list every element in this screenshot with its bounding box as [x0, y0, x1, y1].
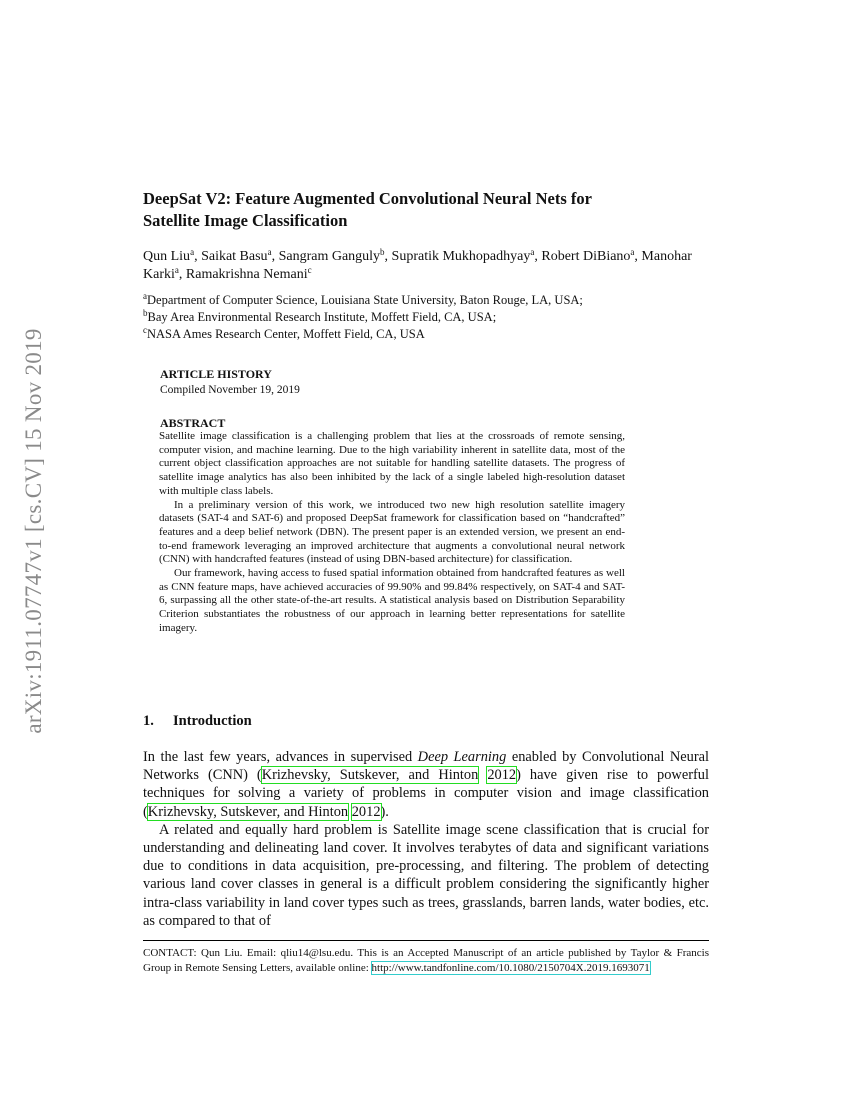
compiled-date: Compiled November 19, 2019	[160, 384, 300, 396]
abstract-body	[159, 430, 625, 636]
footnote-rule	[143, 940, 709, 941]
title-line-1: DeepSat V2: Feature Augmented Convolutional Neural Nets for	[143, 189, 592, 208]
footnote-text: CONTACT: Qun Liu. Email: qliu14@lsu.edu. This is an Accepted Manuscript of an article published by Taylor & Francis Group in Remote Sensing Letters, available online:	[143, 947, 709, 974]
intro-paragraph-2: A related and equally hard problem is Satellite image scene classification that is crucial for understanding and delineating land cover. It involves terabytes of data and significant variations due to conditions in data acquisition, pre-processing, and filtering. The problem of detecting various land cover classes in general is a difficult problem considering the significantly higher intra-class variability in land cover types such as trees, grasslands, barren lands, water bodies, etc. as compared to that of	[143, 821, 709, 929]
author: Supratik Mukhopadhyay	[391, 249, 531, 264]
author-list: Qun Liu$^a$, Saikat Basu$^a$, Sangram Ganguly$^b$, Supratik Mukhopadhyay$^a$, Robert DiBiano$^a$, Manohar Karki$^a$, Ramakrishna Nemani$^c$	[143, 247, 692, 282]
intro-body	[143, 748, 709, 930]
affiliation: $^c$NASA Ames Research Center, Moffett Field, CA, USA	[143, 325, 425, 341]
section-number: 1.	[143, 713, 154, 729]
arxiv-stamp-text: arXiv:1911.07747v1 [cs.CV] 15 Nov 2019	[21, 328, 46, 734]
author: Robert DiBiano	[541, 249, 631, 264]
footnote	[143, 946, 709, 975]
author: Manohar Karki	[143, 249, 692, 282]
paper-title	[143, 188, 713, 232]
abstract-paragraph: Our framework, having access to fused spatial information obtained from handcrafted features as well as CNN feature maps, have achieved accuracies of 99.90% and 99.84% respectively, on SAT-4 and SAT-6, surpassing all the other state-of-the-art results. A statistical analysis based on Distribution Separability Criterion substantiates the robustness of our approach in learning better representations for satellite imagery.	[159, 567, 625, 634]
citation-link[interactable]: Krizhevsky, Sutskever, and Hinton	[261, 767, 479, 784]
section-title: Introduction	[173, 713, 252, 729]
author: Ramakrishna Nemani	[185, 267, 308, 282]
arxiv-stamp	[8, 286, 60, 776]
section-heading	[143, 713, 252, 730]
author: Qun Liu	[143, 249, 191, 264]
citation-year-link[interactable]: 2012	[351, 803, 381, 820]
article-history-heading: ARTICLE HISTORY	[160, 367, 272, 381]
doi-link[interactable]: http://www.tandfonline.com/10.1080/2150704X.2019.1693071	[371, 961, 650, 974]
author: Sangram Ganguly	[278, 249, 381, 264]
abstract-paragraph: Satellite image classification is a challenging problem that lies at the crossroads of remote sensing, computer vision, and machine learning. Due to the high variability inherent in satellite data, most of the current object classification approaches are not suitable for handling satellite datasets. The progress of satellite image analytics has also been inhibited by the lack of a single labeled high-resolution dataset with multiple class labels.	[159, 430, 625, 497]
citation-year-link[interactable]: 2012	[487, 767, 517, 784]
title-line-2: Satellite Image Classification	[143, 211, 348, 230]
affiliation: $^a$Department of Computer Science, Louisiana State University, Baton Rouge, LA, USA;	[143, 291, 583, 307]
intro-paragraph-1: In the last few years, advances in supervised Deep Learning enabled by Convolutional Neural Networks (CNN) (Krizhevsky, Sutskever, and Hinton 2012) have given rise to powerful techniques for solving a variety of problems in computer vision and image classification (Krizhevsky, Sutskever, and Hinton 2012).	[143, 749, 710, 820]
affiliations	[143, 292, 709, 343]
emphasis: Deep Learning	[417, 749, 507, 765]
affiliation: $^b$Bay Area Environmental Research Institute, Moffett Field, CA, USA;	[143, 308, 497, 324]
abstract-heading: ABSTRACT	[160, 416, 226, 430]
citation-link[interactable]: Krizhevsky, Sutskever, and Hinton	[147, 803, 349, 820]
author: Saikat Basu	[201, 249, 268, 264]
abstract-paragraph: In a preliminary version of this work, we introduced two new high resolution satellite imagery datasets (SAT-4 and SAT-6) and proposed DeepSat framework for classification based on “handcrafted” features and a deep belief network (DBN). The present paper is an extended version, we present an end-to-end framework leveraging an improved architecture that augments a convolutional neural network (CNN) with handcrafted features (instead of using DBN-based architecture) for classification.	[159, 498, 625, 566]
